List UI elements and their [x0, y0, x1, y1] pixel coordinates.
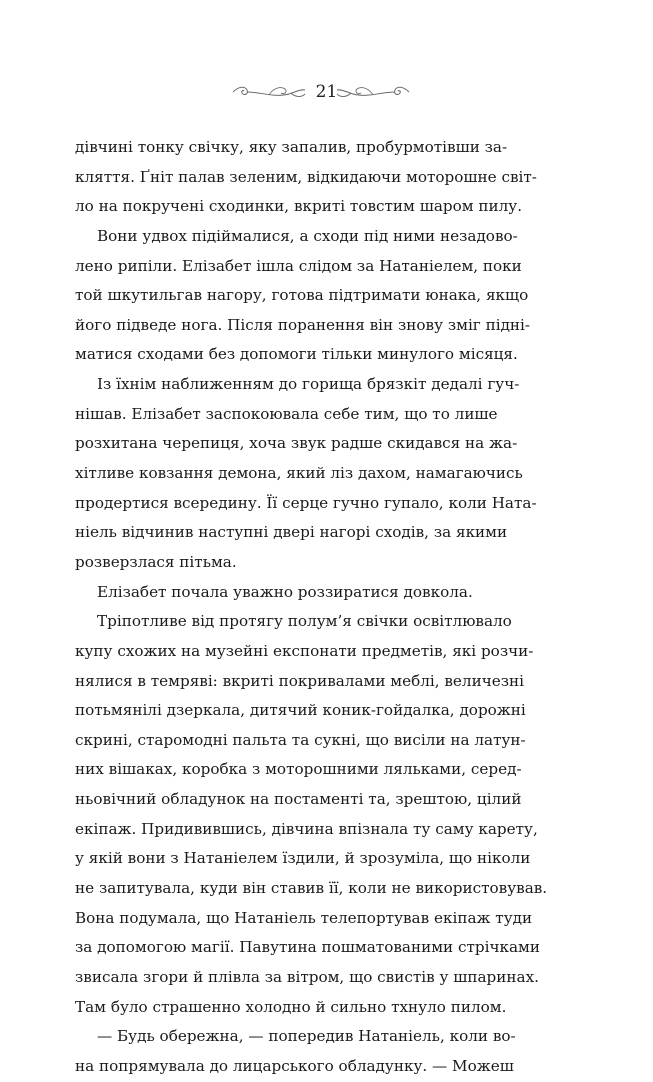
- text-line: кляття. Ґніт палав зеленим, відкидаючи моторошне світ-: [75, 167, 537, 186]
- text-line: нішав. Елізабет заспокоювала себе тим, що то лише: [75, 404, 498, 423]
- text-line: дівчині тонку свічку, яку запалив, пробурмотівши за-: [75, 138, 508, 156]
- text-line: його підведе нога. Після поранення він знову зміг підні-: [75, 315, 531, 334]
- body-text: [75, 133, 577, 1082]
- text-line: за допомогою магії. Павутина пошматованими стрічками: [75, 938, 540, 957]
- text-line: Елізабет почала уважно роззиратися довкола.: [97, 582, 473, 601]
- text-line: Там було страшенно холодно й сильно тхнуло пилом.: [75, 997, 507, 1016]
- page-header: [0, 80, 653, 104]
- text-line: продертися всередину. Її серце гучно гупало, коли Ната-: [75, 493, 537, 512]
- text-line: розхитана черепиця, хоча звук радше скидався на жа-: [75, 434, 518, 453]
- text-line: той шкутильгав нагору, готова підтримати юнака, якщо: [75, 286, 529, 305]
- text-line: ніель відчинив наступні двері нагорі сходів, за якими: [75, 523, 508, 542]
- text-line: — Будь обережна, — попередив Натаніель, коли во-: [97, 1027, 516, 1046]
- text-line: матися сходами без допомоги тільки минулого місяця.: [75, 345, 518, 364]
- text-line: екіпаж. Придивившись, дівчина впізнала ту саму карету,: [75, 819, 538, 838]
- text-line: розверзлася пітьма.: [75, 552, 237, 571]
- text-line: на попрямувала до лицарського обладунку. — Можеш: [75, 1056, 514, 1075]
- text-line: купу схожих на музейні експонати предметів, які розчи-: [75, 641, 534, 660]
- page-number: 21: [315, 82, 338, 102]
- text-line: звисала згори й плівла за вітром, що свистів у шпаринах.: [75, 967, 539, 986]
- text-line: хітливе ковзання демона, який ліз дахом, намагаючись: [75, 464, 523, 483]
- text-line: Вони удвох підіймалися, а сходи під ними незадово-: [97, 226, 518, 245]
- text-line: Вона подумала, що Натаніель телепортував екіпаж туди: [75, 908, 533, 927]
- text-line: них вішаках, коробка з моторошними ляльками, серед-: [75, 760, 522, 779]
- text-line: потьмянілі дзеркала, дитячий коник-гойдалка, дорожні: [75, 701, 526, 720]
- text-line: лено рипіли. Елізабет ішла слідом за Натаніелем, поки: [75, 256, 522, 275]
- right-flourish-ornament: [335, 80, 411, 104]
- text-line: ньовічний обладунок на постаменті та, зрештою, цілий: [75, 790, 522, 809]
- text-line: не запитувала, куди він ставив її, коли не використовував.: [75, 879, 548, 898]
- text-line: скрині, старомодні пальта та сукні, що висіли на латун-: [75, 730, 526, 749]
- text-line: Із їхнім наближенням до горища брязкіт дедалі гуч-: [97, 375, 520, 394]
- text-line: Тріпотливе від протягу полум’я свічки освітлювало: [97, 612, 512, 631]
- text-line: нялися в темряві: вкриті покривалами меблі, величезні: [75, 671, 524, 690]
- text-line: у якій вони з Натаніелем їздили, й зрозуміла, що ніколи: [75, 849, 531, 868]
- text-line: ло на покручені сходинки, вкриті товстим шаром пилу.: [75, 197, 523, 216]
